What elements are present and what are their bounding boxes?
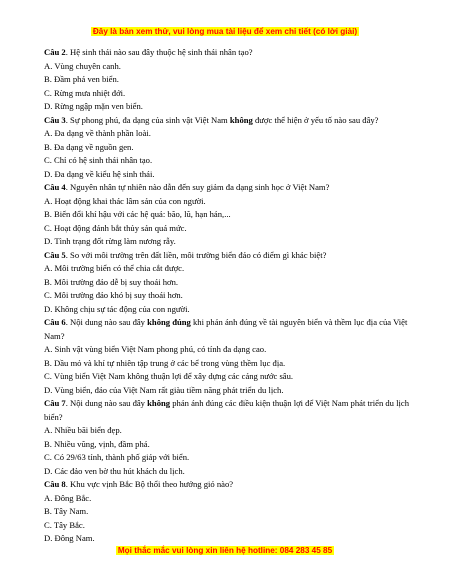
question-list	[44, 46, 416, 546]
question-text: Nội dung nào sau đây	[67, 317, 148, 327]
question-block	[44, 249, 416, 317]
question-number: Câu 8	[44, 479, 66, 489]
answer-option: B. Nhiều vũng, vịnh, đầm phá.	[44, 438, 150, 449]
question-number: Câu 6	[44, 317, 66, 327]
answer-option: C. Tây Bắc.	[44, 519, 85, 530]
question-emphasis: không	[229, 114, 253, 125]
question-separator: .	[65, 182, 68, 192]
answer-option: A. Hoạt động khai thác lâm sản của con người.	[44, 195, 206, 206]
answer-option: B. Tây Nam.	[44, 506, 89, 516]
question-block	[44, 316, 416, 397]
answer-option: D. Các đảo ven bờ thu hút khách du lịch.	[44, 465, 185, 476]
question-block	[44, 181, 416, 249]
question-number: Câu 2	[44, 47, 66, 57]
answer-option: D. Rừng ngập mặn ven biển.	[44, 101, 143, 111]
question-stem	[44, 316, 416, 343]
preview-notice-text: Đây là bản xem thử, vui lòng mua tài liệu để xem chi tiết (có lời giải)	[92, 27, 358, 36]
answer-option: A. Sinh vật vùng biển Việt Nam phong phú, có tính đa dạng cao.	[44, 344, 267, 354]
question-block	[44, 46, 416, 114]
contact-hotline-text: Mọi thắc mắc vui lòng xin liên hệ hotline: 084 283 45 85	[117, 546, 333, 555]
answer-option: A. Vùng chuyên canh.	[44, 60, 121, 71]
answer-option: D. Vùng biển, đảo của Việt Nam rất giàu tiềm năng phát triển du lịch.	[44, 384, 284, 395]
question-number: Câu 4	[44, 182, 66, 192]
answer-option: B. Đa dạng về nguồn gen.	[44, 141, 134, 152]
question-separator: .	[65, 398, 68, 408]
preview-notice-banner	[0, 26, 450, 37]
answer-option: A. Nhiều bãi biển đẹp.	[44, 425, 122, 435]
question-text-end: phản ánh đúng các điều kiện thuận lợi để Việt Nam phát triển du lịch biển?	[44, 398, 410, 422]
answer-option: C. Vùng biển Việt Nam không thuận lợi để xây dựng các cảng nước sâu.	[44, 371, 294, 381]
answer-option: B. Dầu mỏ và khí tự nhiên tập trung ở các bể trong vùng thềm lục địa.	[44, 357, 286, 368]
answer-option: A. Đa dạng về thành phần loài.	[44, 128, 151, 138]
question-stem	[44, 249, 416, 263]
answer-option: C. Có 29/63 tỉnh, thành phố giáp với biển.	[44, 452, 190, 462]
answer-option: D. Đa dạng về kiểu hệ sinh thái.	[44, 168, 155, 179]
question-block	[44, 114, 416, 182]
question-number: Câu 3	[44, 114, 66, 125]
question-text: Khu vực vịnh Bắc Bộ thổi theo hướng gió nào?	[67, 479, 234, 489]
answer-option: A. Đông Bắc.	[44, 492, 92, 503]
answer-option: C. Môi trường đảo khó bị suy thoái hơn.	[44, 290, 183, 300]
question-text-end: khi phản ánh đúng về tài nguyên biển và thềm lục địa của Việt Nam?	[44, 317, 408, 341]
question-stem	[44, 478, 416, 492]
question-separator: .	[65, 47, 68, 57]
question-emphasis: không	[147, 398, 171, 408]
question-text: Sự phong phú, đa dạng của sinh vật Việt Nam	[67, 114, 230, 125]
answer-option: C. Chỉ có hệ sinh thái nhân tạo.	[44, 155, 153, 165]
question-number: Câu 7	[44, 398, 66, 408]
question-text: Hệ sinh thái nào sau đây thuộc hệ sinh thái nhân tạo?	[67, 47, 253, 57]
question-separator: .	[65, 114, 68, 125]
answer-option: C. Rừng mưa nhiệt đới.	[44, 87, 126, 98]
question-block	[44, 478, 416, 546]
answer-option: A. Môi trường biển có thể chia cắt được.	[44, 263, 185, 273]
question-text: Nguyên nhân tự nhiên nào dẫn đến suy giảm đa dạng sinh học ở Việt Nam?	[67, 182, 330, 192]
answer-option: B. Biến đổi khí hậu với các hệ quả: bão, lũ, hạn hán,...	[44, 209, 231, 219]
question-block	[44, 397, 416, 478]
question-text: Nội dung nào sau đây	[67, 398, 148, 408]
question-text-end: được thể hiện ở yếu tố nào sau đây?	[252, 114, 379, 125]
answer-option: D. Tình trạng đốt rừng làm nương rẫy.	[44, 236, 176, 246]
question-stem	[44, 181, 416, 195]
question-number: Câu 5	[44, 249, 66, 260]
answer-option: B. Đầm phá ven biển.	[44, 74, 119, 84]
answer-option: C. Hoạt động đánh bắt thủy sản quá mức.	[44, 222, 187, 233]
question-separator: .	[65, 317, 68, 327]
question-emphasis: không đúng	[147, 317, 191, 327]
question-separator: .	[65, 479, 68, 489]
question-stem	[44, 46, 416, 60]
question-stem	[44, 114, 416, 128]
question-separator: .	[65, 249, 68, 260]
answer-option: D. Đông Nam.	[44, 533, 95, 543]
question-stem	[44, 397, 416, 424]
contact-hotline-banner	[0, 545, 450, 556]
answer-option: B. Môi trường đảo dễ bị suy thoái hơn.	[44, 276, 179, 287]
question-text: So với môi trường trên đất liền, môi trường biển đảo có điểm gì khác biệt?	[67, 249, 327, 260]
answer-option: D. Không chịu sự tác động của con người.	[44, 303, 190, 314]
